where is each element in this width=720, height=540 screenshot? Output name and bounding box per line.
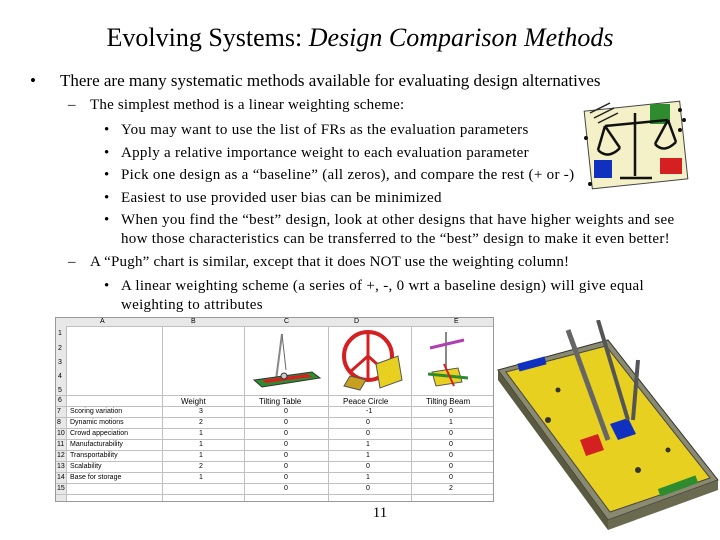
- tilting-table-score: 0: [284, 463, 288, 470]
- criterion-label: Transportability: [70, 452, 118, 459]
- dash-marker: –: [68, 97, 76, 113]
- bullet-marker: •: [104, 167, 110, 183]
- weight-cell: 2: [199, 419, 203, 426]
- grid-line: [328, 326, 329, 501]
- bullet-marker: •: [104, 190, 110, 206]
- row-number: 7: [57, 408, 61, 415]
- list-item-text: Pick one design as a “baseline” (all zeros), and compare the rest (+ or -): [121, 167, 575, 183]
- weight-cell: 1: [199, 430, 203, 437]
- row-number: 2: [58, 345, 62, 352]
- row-number: 12: [57, 452, 65, 459]
- criterion-label: Dynamic motions: [70, 419, 124, 426]
- col-letter: D: [354, 318, 360, 325]
- title-italic: Design Comparison Methods: [308, 23, 614, 52]
- col-letter: A: [100, 318, 105, 325]
- row-number: 15: [57, 485, 65, 492]
- peace-circle-score: 1: [366, 452, 370, 459]
- peace-circle-score: 0: [366, 463, 370, 470]
- weight-cell: 3: [199, 408, 203, 415]
- list-item-text: Easiest to use provided user bias can be minimized: [121, 190, 442, 206]
- row-number: 10: [57, 430, 65, 437]
- tilting-table-score: 0: [284, 452, 288, 459]
- weight-cell: 1: [199, 474, 203, 481]
- column-header-row: [56, 318, 493, 327]
- list-item-text: When you find the “best” design, look at other designs that have higher weights and see: [121, 212, 675, 228]
- slide-title: [0, 22, 720, 54]
- board-model-image: [488, 320, 720, 530]
- criterion-label: Base for storage: [70, 474, 122, 481]
- header-peace-circle: Peace Circle: [343, 397, 389, 406]
- peace-circle-score: 0: [366, 419, 370, 426]
- grid-line: [162, 326, 163, 501]
- title-plain: Evolving Systems:: [106, 23, 309, 52]
- peace-circle-score: -1: [366, 408, 373, 415]
- tilting-beam-score: 0: [449, 441, 453, 448]
- col-letter: E: [454, 318, 459, 325]
- row-number: 8: [57, 419, 61, 426]
- list-item-text: how those characteristics can be transferred to the “best” design to make it even better!: [121, 231, 670, 247]
- grid-line: [411, 326, 412, 501]
- tilting-table-image: [246, 330, 326, 392]
- list-item-text: Apply a relative importance weight to each evaluation parameter: [121, 145, 529, 161]
- tilting-table-score: 0: [284, 430, 288, 437]
- header-tilting-table: Tilting Table: [259, 397, 302, 406]
- tilting-table-score: 0: [284, 408, 288, 415]
- dash-marker: –: [68, 254, 76, 270]
- table-row: [56, 483, 493, 495]
- list-item-text: You may want to use the list of FRs as the evaluation parameters: [121, 122, 529, 138]
- tilting-beam-score: 1: [449, 419, 453, 426]
- tilting-beam-score: 0: [449, 430, 453, 437]
- col-letter: B: [191, 318, 196, 325]
- peace-circle-score: 1: [366, 441, 370, 448]
- row-number: 11: [57, 441, 65, 448]
- criterion-label: Manufacturability: [70, 441, 123, 448]
- weight-cell: 1: [199, 441, 203, 448]
- tilting-table-score: 0: [284, 419, 288, 426]
- sub-bullet-text: The simplest method is a linear weighting scheme:: [90, 97, 405, 113]
- header-weight: Weight: [181, 397, 206, 406]
- weight-cell: 1: [199, 452, 203, 459]
- tilting-beam-image: [424, 328, 479, 390]
- main-bullet-text: There are many systematic methods available for evaluating design alternatives: [60, 71, 601, 90]
- page-number: 11: [372, 505, 388, 521]
- bullet-marker: •: [104, 212, 110, 228]
- peace-circle-score: 0: [366, 485, 370, 492]
- tilting-table-score: 0: [284, 441, 288, 448]
- row-number: 4: [58, 373, 62, 380]
- scales-clipart: [580, 98, 690, 193]
- tilting-beam-score: 0: [449, 474, 453, 481]
- grid-line: [244, 326, 245, 501]
- sub-bullet-text: A “Pugh” chart is similar, except that it does NOT use the weighting column!: [90, 254, 570, 270]
- tilting-beam-score: 2: [449, 485, 453, 492]
- pugh-spreadsheet: [55, 317, 494, 502]
- row-number: 5: [58, 387, 62, 394]
- tilting-table-score: 0: [284, 485, 288, 492]
- tilting-beam-score: 0: [449, 408, 453, 415]
- weight-cell: 2: [199, 463, 203, 470]
- criterion-label: Scoring variation: [70, 408, 123, 415]
- row-number: 13: [57, 463, 65, 470]
- peace-circle-score: 0: [366, 430, 370, 437]
- list-item-text: A linear weighting scheme (a series of +, -, 0 wrt a baseline design) will give equal: [121, 278, 644, 294]
- bullet-marker: •: [104, 122, 110, 138]
- list-item-text: weighting to attributes: [121, 297, 263, 313]
- header-tilting-beam: Tilting Beam: [426, 397, 471, 406]
- tilting-beam-score: 0: [449, 452, 453, 459]
- criterion-label: Crowd appeciation: [70, 430, 128, 437]
- col-letter: C: [284, 318, 290, 325]
- criterion-label: Scalability: [70, 463, 102, 470]
- peace-circle-score: 1: [366, 474, 370, 481]
- row-number: 14: [57, 474, 65, 481]
- bullet-marker: •: [30, 71, 36, 90]
- row-number: 6: [58, 397, 62, 404]
- bullet-marker: •: [104, 278, 110, 294]
- peace-circle-image: [336, 326, 406, 394]
- row-number: 1: [58, 330, 62, 337]
- tilting-beam-score: 0: [449, 463, 453, 470]
- row-number: 3: [58, 359, 62, 366]
- bullet-marker: •: [104, 145, 110, 161]
- tilting-table-score: 0: [284, 474, 288, 481]
